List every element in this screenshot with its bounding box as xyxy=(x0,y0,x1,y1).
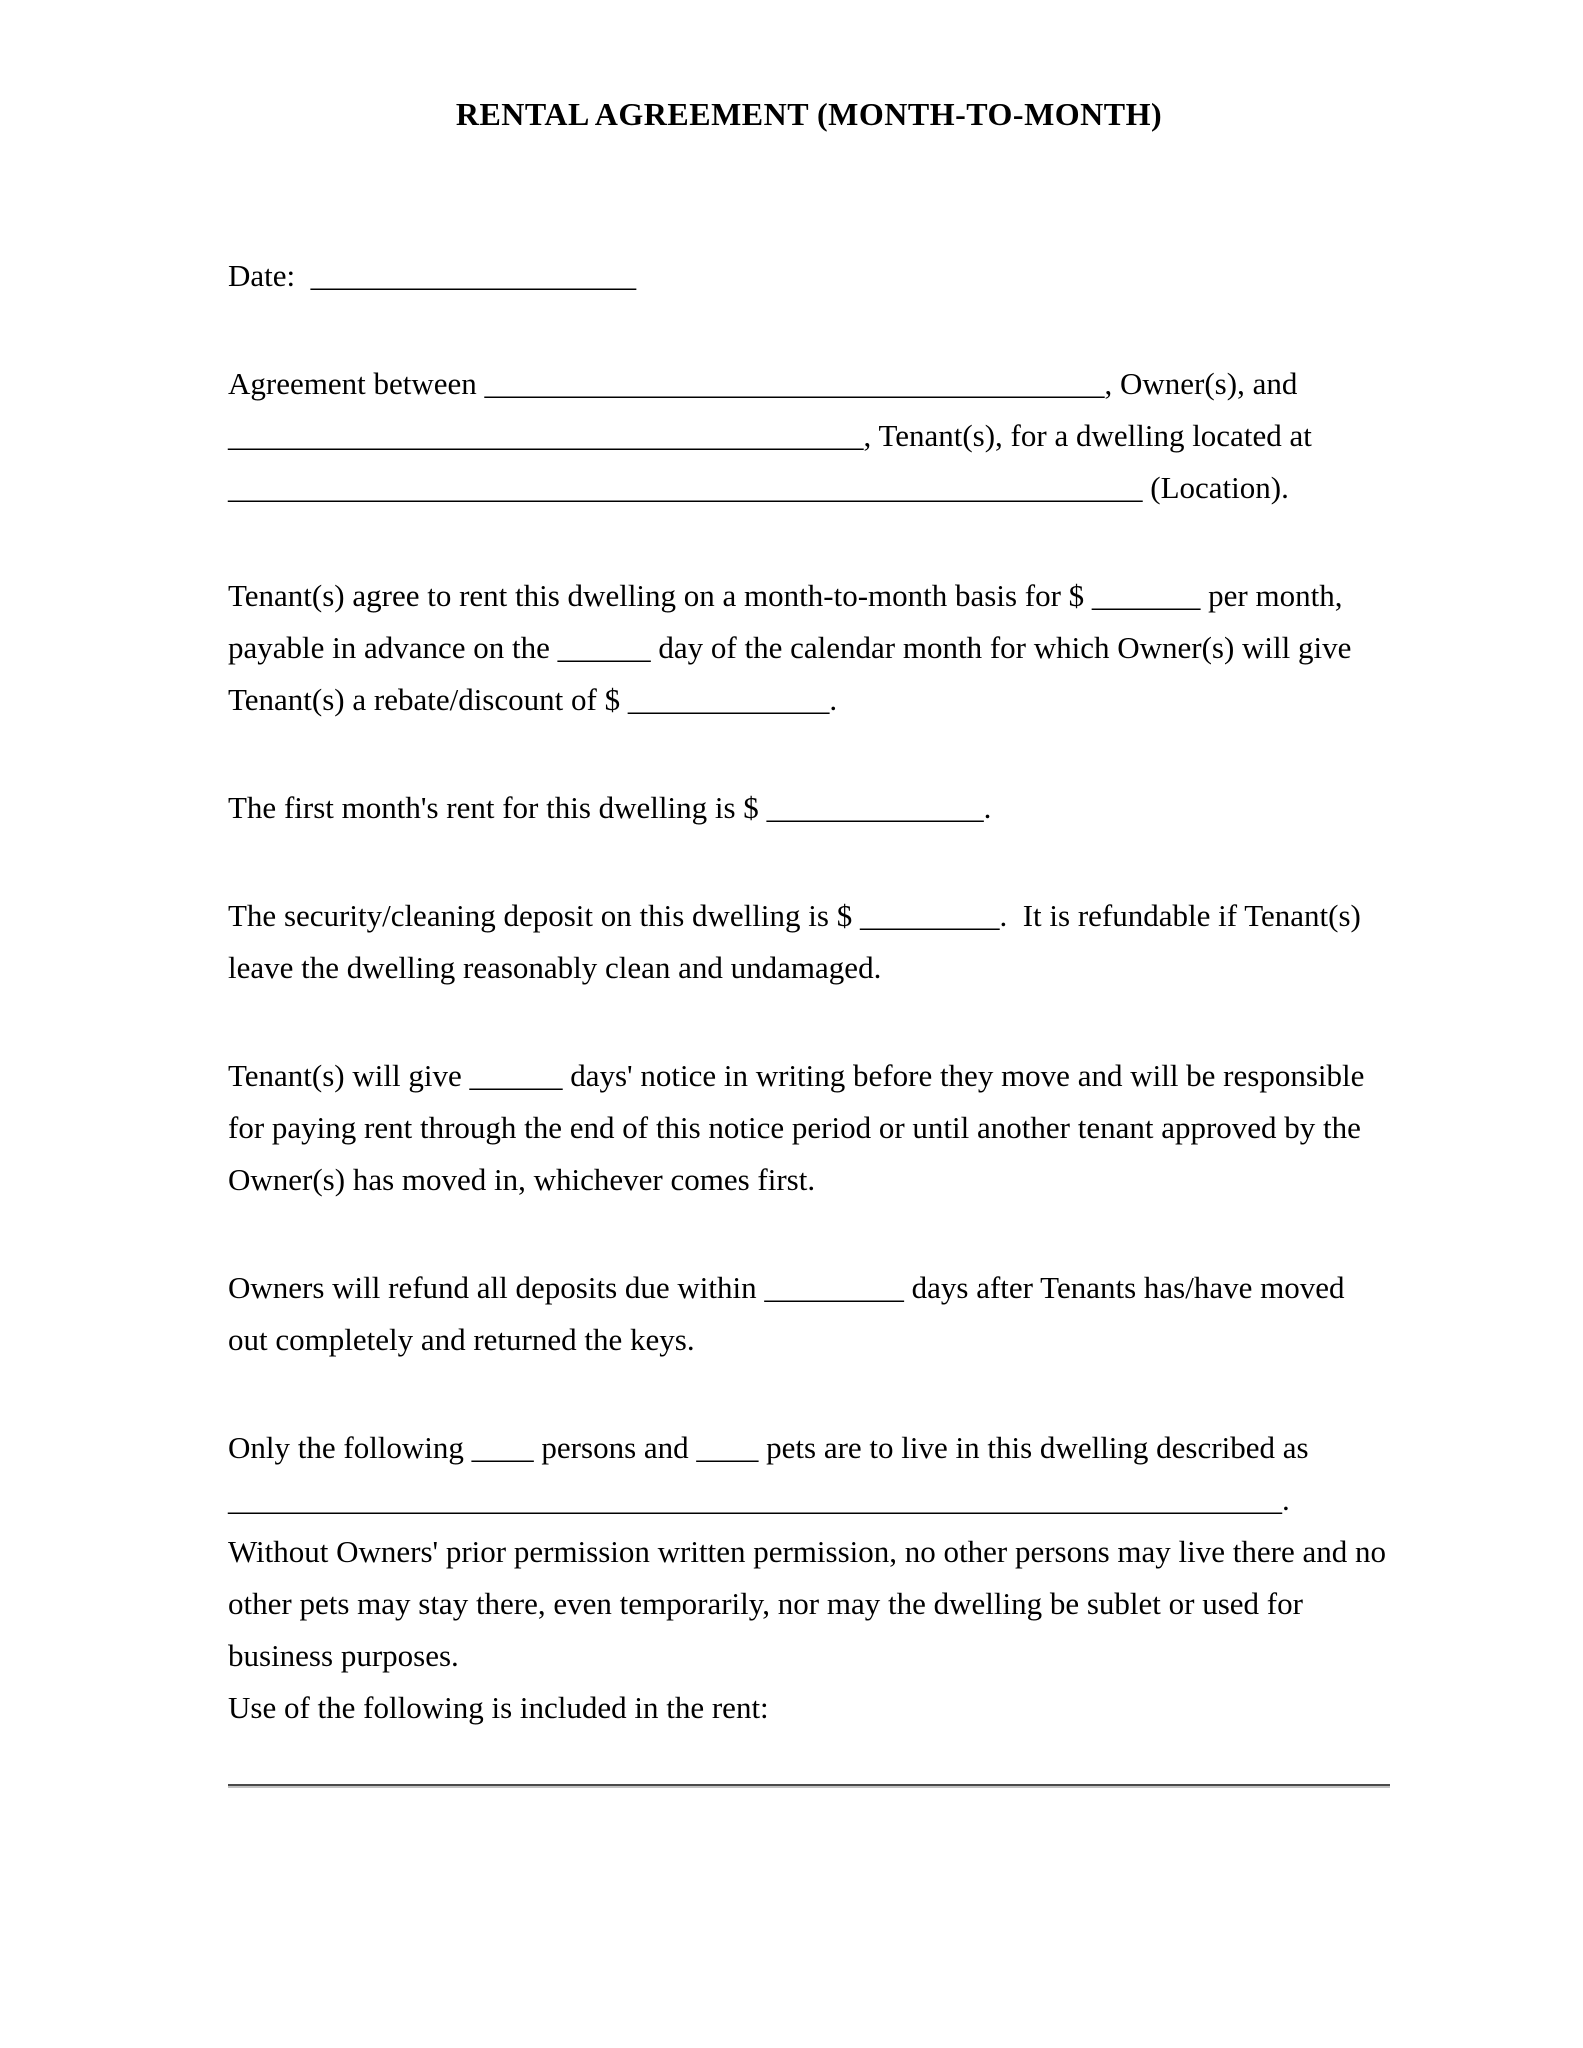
text-run: per month, payable in advance on the xyxy=(228,578,1351,665)
deposit-amount-blank[interactable]: _________ xyxy=(859,898,1000,933)
first-month-rent-blank[interactable]: ______________ xyxy=(766,790,984,825)
text-run: Tenant(s) will give xyxy=(228,1058,470,1093)
security-deposit-paragraph xyxy=(228,890,1390,994)
document-content xyxy=(228,88,1394,1788)
text-run: pets are to live in this dwelling described as xyxy=(758,1430,1317,1465)
text-run: , Tenant(s), for a dwelling located at xyxy=(863,418,1320,453)
text-run: . xyxy=(1282,1482,1290,1517)
text-run: , Owner(s), and xyxy=(1104,366,1306,401)
text-run: . xyxy=(983,790,992,825)
rent-terms-paragraph xyxy=(228,570,1390,726)
notice-days-blank[interactable]: ______ xyxy=(469,1058,563,1093)
date-line xyxy=(228,250,1390,302)
text-run: The first month's rent for this dwelling is $ xyxy=(228,790,767,825)
notice-paragraph xyxy=(228,1050,1390,1206)
refund-days-blank[interactable]: _________ xyxy=(764,1270,904,1305)
rebate-amount-blank[interactable]: _____________ xyxy=(627,682,830,717)
included-in-rent-line xyxy=(228,1682,1390,1734)
text-run: day of the calendar month for which Owner(s) will give Tenant(s) a rebate/discount of $ xyxy=(228,630,1359,717)
owner-name-blank[interactable]: ________________________________________ xyxy=(484,366,1105,401)
text-run: The security/cleaning deposit on this dwelling is $ xyxy=(228,898,860,933)
text-run: Only the following xyxy=(228,1430,472,1465)
first-month-rent-paragraph xyxy=(228,782,1390,834)
section-divider-rule xyxy=(228,1784,1390,1788)
text-run: . xyxy=(829,682,838,717)
text-run: Tenant(s) agree to rent this dwelling on a month-to-month basis for $ xyxy=(228,578,1092,613)
text-run: persons and xyxy=(533,1430,697,1465)
text-run: days' notice in writing before they move and will be responsible for paying rent through the end of this notice period or until another tenant approved by the Owner(s) has moved in, whichever comes first. xyxy=(228,1058,1373,1197)
date-blank[interactable]: _____________________ xyxy=(310,258,637,293)
payment-day-blank[interactable]: ______ xyxy=(557,630,651,665)
parties-paragraph xyxy=(228,358,1390,514)
deposit-refund-paragraph xyxy=(228,1262,1390,1366)
text-run: Agreement between xyxy=(228,366,485,401)
text-run: . It is refundable if Tenant(s) leave the dwelling reasonably clean and undamaged. xyxy=(228,898,1369,985)
permissions-paragraph xyxy=(228,1526,1394,1682)
text-run: Date: xyxy=(228,258,311,293)
occupants-paragraph xyxy=(228,1422,1390,1526)
persons-count-blank[interactable]: ____ xyxy=(471,1430,534,1465)
document-title: RENTAL AGREEMENT (MONTH-TO-MONTH) xyxy=(455,96,1163,132)
tenant-name-blank[interactable]: _________________________________________ xyxy=(228,418,864,453)
text-run: (Location). xyxy=(1142,470,1289,505)
text-run: Without Owners' prior permission written permission, no other persons may live there and no other pets may stay there, even temporarily, nor may the dwelling be sublet or used for business purposes. xyxy=(228,1534,1394,1673)
text-run: Use of the following is included in the rent: xyxy=(228,1690,769,1725)
pets-count-blank[interactable]: ____ xyxy=(696,1430,759,1465)
text-run: Owners will refund all deposits due within xyxy=(228,1270,765,1305)
location-blank[interactable]: ___________________________________________________________ xyxy=(228,470,1143,505)
dwelling-description-blank[interactable]: ____________________________________________________________________ xyxy=(228,1482,1282,1517)
text-run: days after Tenants has/have moved out completely and returned the keys. xyxy=(228,1270,1353,1357)
monthly-rent-blank[interactable]: _______ xyxy=(1091,578,1201,613)
